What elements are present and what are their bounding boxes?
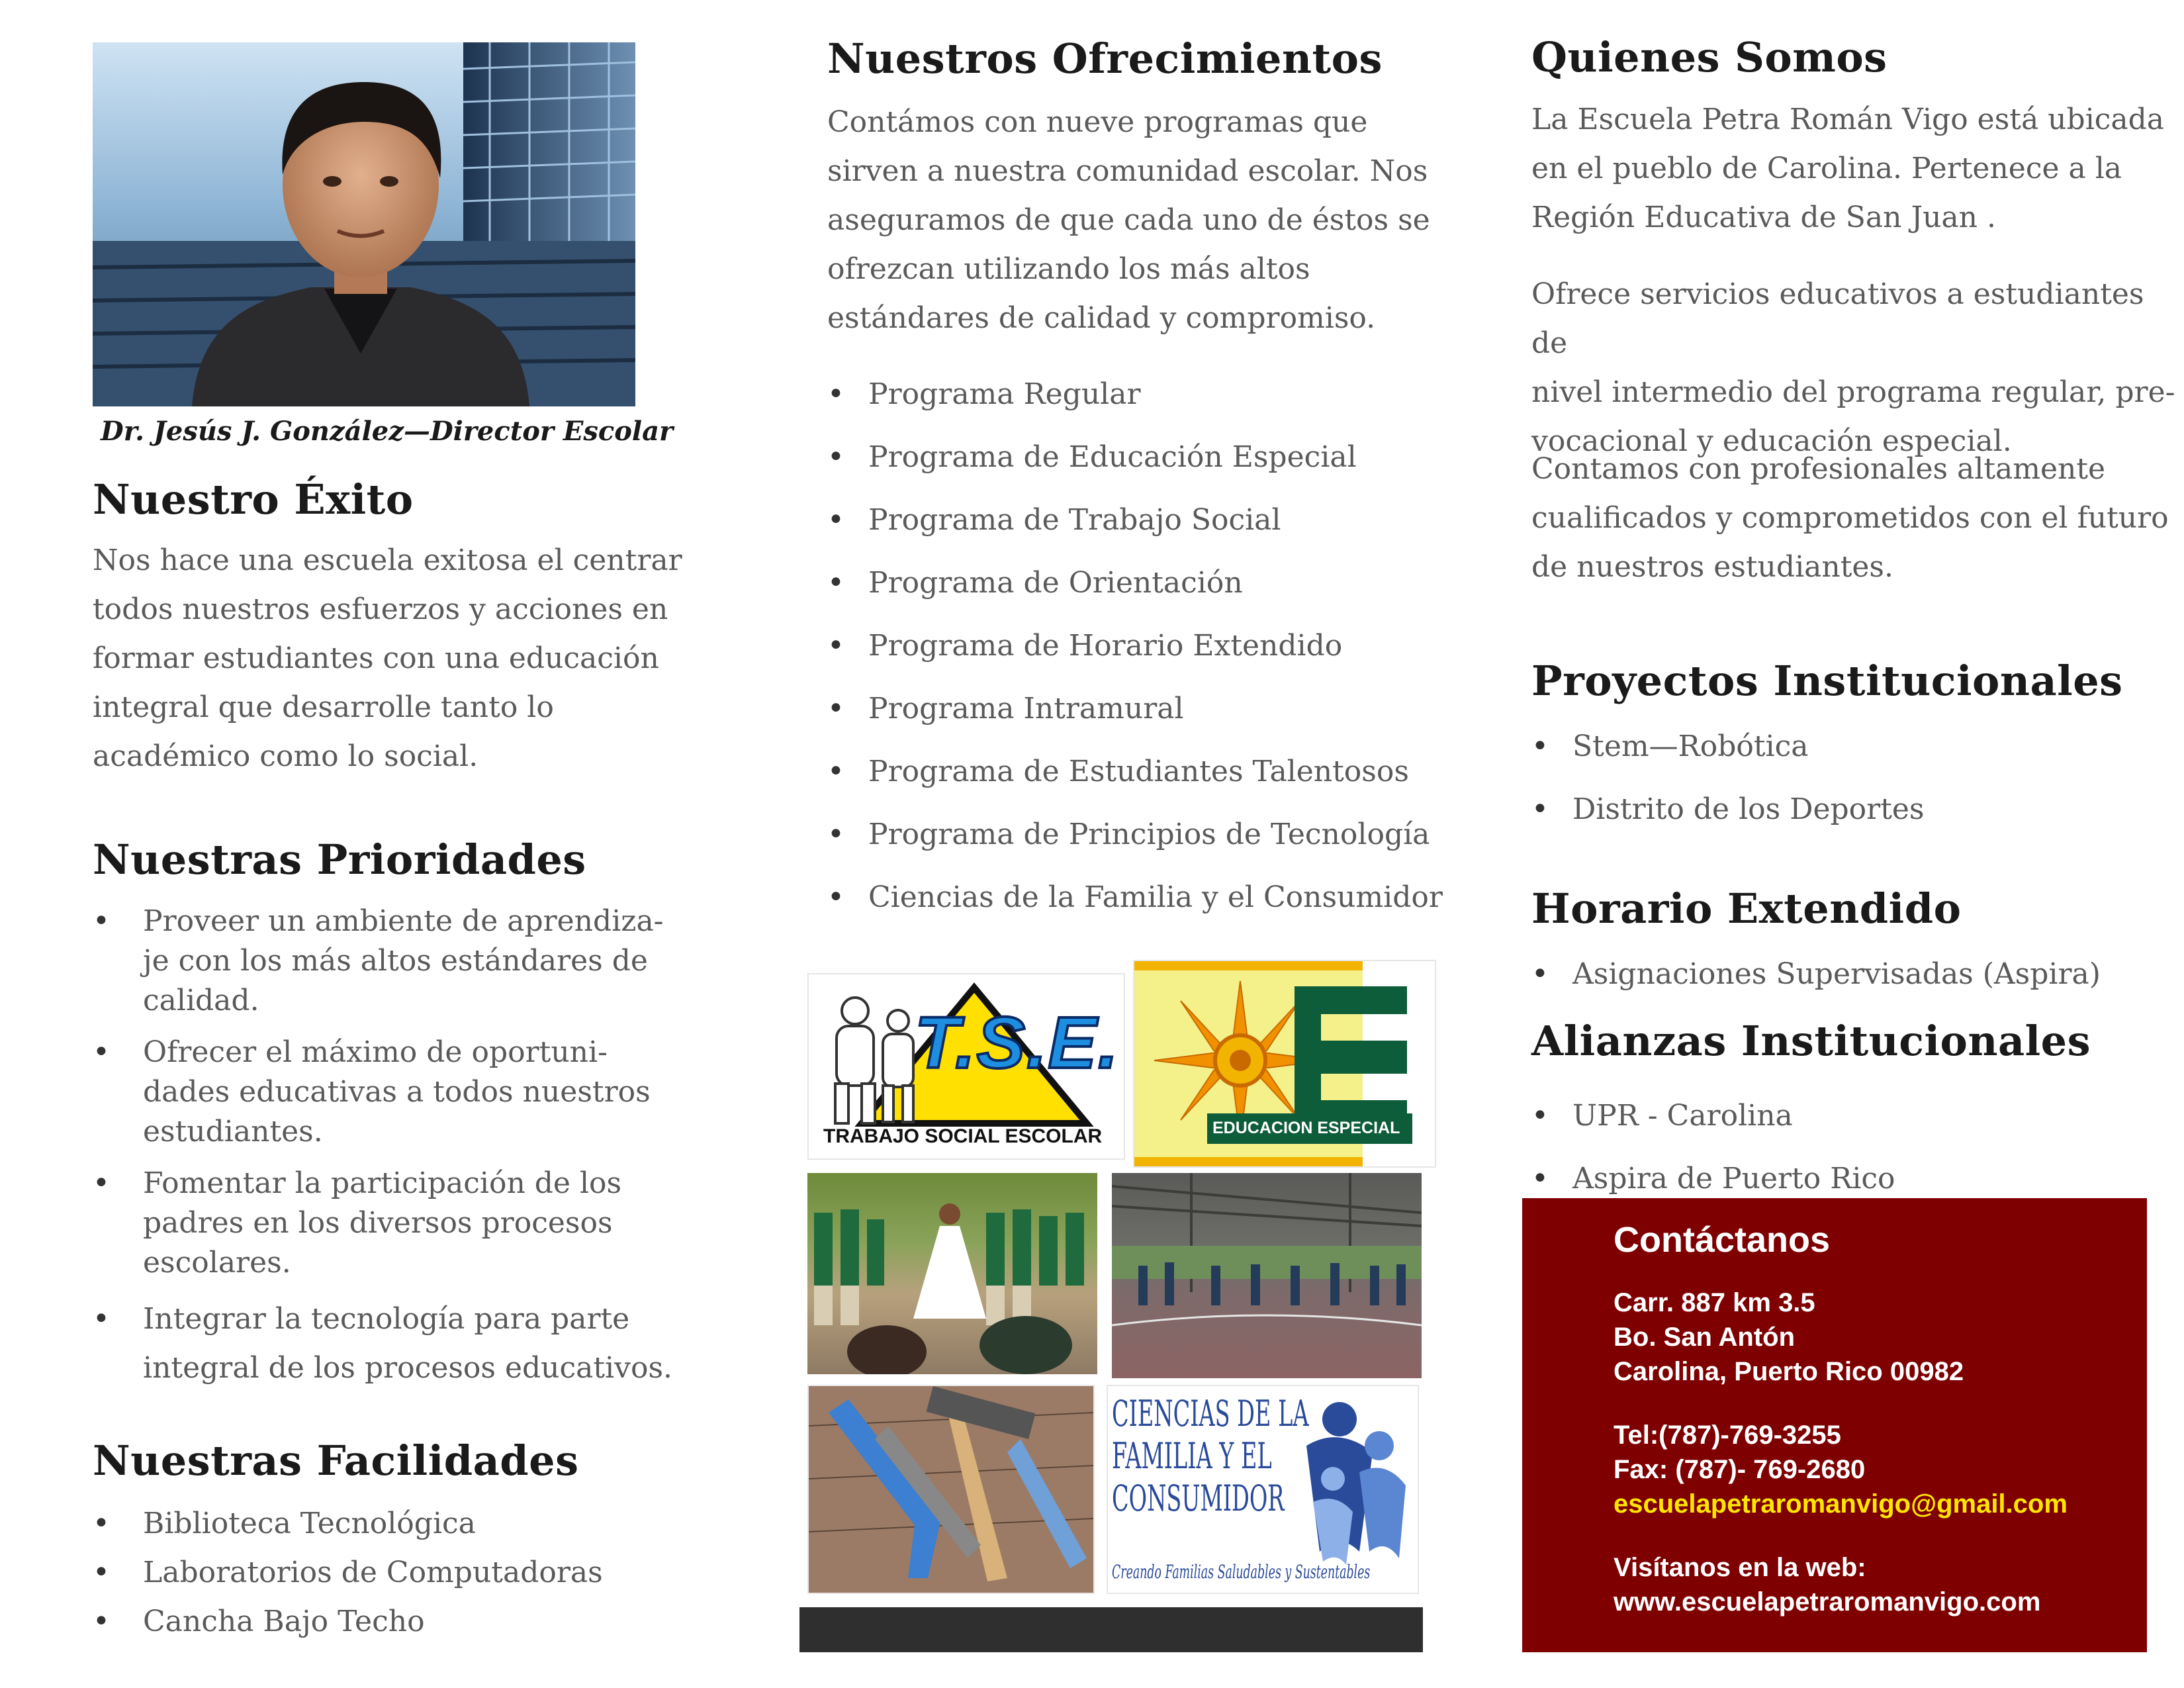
contact-address-line3: Carolina, Puerto Rico 00982 <box>1614 1357 1964 1386</box>
gallery-footer-bar <box>799 1607 1423 1652</box>
ofrecimientos-list <box>827 363 1443 929</box>
list-item: • Programa Intramural <box>827 677 1443 740</box>
educacion-especial-caption: EDUCACION ESPECIAL <box>1212 1119 1400 1137</box>
prioridades-title: Nuestras Prioridades <box>93 835 586 884</box>
facilidades-title: Nuestras Facilidades <box>93 1436 579 1485</box>
contact-box <box>1522 1198 2147 1652</box>
proyectos-title: Proyectos Institucionales <box>1531 657 2123 705</box>
educacion-especial-logo <box>1133 960 1436 1168</box>
list-item: • Proveer un ambiente de aprendiza- je con los más altos estándares de calidad. <box>93 902 675 1021</box>
list-item: • Programa de Orientación <box>827 551 1443 614</box>
list-item: • Programa de Educación Especial <box>827 426 1443 489</box>
students-activity-photo <box>807 1173 1097 1374</box>
contact-phone: Tel:(787)-769-3255 <box>1614 1421 1841 1450</box>
horario-title: Horario Extendido <box>1531 884 1962 933</box>
ciencias-familia-logo <box>1107 1385 1419 1594</box>
list-item: • Distrito de los Deportes <box>1531 778 1925 841</box>
quienes-p3: Contamos con profesionales altamente cualificados y comprometidos con el futuro de nuestros estudiantes. <box>1531 452 2169 584</box>
list-item: • Biblioteca Tecnológica <box>93 1499 603 1548</box>
basketball-court-photo <box>1112 1173 1422 1378</box>
exito-title: Nuestro Éxito <box>93 475 414 524</box>
ciencias-familia-title: CIENCIAS DE LA FAMILIA Y EL CONSUMIDOR <box>1112 1393 1309 1519</box>
list-item: • Ciencias de la Familia y el Consumidor <box>827 866 1443 929</box>
quienes-title: Quienes Somos <box>1531 33 1888 81</box>
list-item: • Ofrecer el máximo de oportuni- dades educativas a todos nuestros estudiantes. <box>93 1033 675 1152</box>
contact-fax: Fax: (787)- 769-2680 <box>1614 1455 1866 1484</box>
list-item: • Asignaciones Supervisadas (Aspira) <box>1531 943 2101 1006</box>
list-item: • Laboratorios de Computadoras <box>93 1548 603 1597</box>
proyectos-list <box>1531 715 1925 841</box>
tse-logo <box>807 973 1125 1160</box>
quienes-p1: La Escuela Petra Román Vigo está ubicada en el pueblo de Carolina. Pertenece a la Región Educativa de San Juan . <box>1531 103 2165 234</box>
alianzas-list <box>1531 1084 1895 1210</box>
contact-address-line2: Bo. San Antón <box>1614 1323 1796 1352</box>
contact-address-line1: Carr. 887 km 3.5 <box>1614 1288 1815 1317</box>
contact-web-label: Visítanos en la web: <box>1614 1553 1866 1582</box>
list-item: • Programa de Estudiantes Talentosos <box>827 740 1443 803</box>
list-item: • Cancha Bajo Techo <box>93 1597 603 1646</box>
exito-text: Nos hace una escuela exitosa el centrar todos nuestros esfuerzos y acciones en formar estudiantes con una educación integral que desarrolle tanto lo académico como lo social. <box>93 543 682 773</box>
contact-web-link[interactable]: www.escuelapetraromanvigo.com <box>1614 1587 2041 1617</box>
director-caption: Dr. Jesús J. González—Director Escolar <box>101 416 674 447</box>
list-item: • Integrar la tecnología para parte integral de los procesos educativos. <box>93 1295 675 1393</box>
list-item: • Stem—Robótica <box>1531 715 1925 778</box>
list-item: • Programa de Principios de Tecnología <box>827 803 1443 866</box>
horario-list <box>1531 943 2101 1006</box>
ofrecimientos-text: Contámos con nueve programas que sirven a nuestra comunidad escolar. Nos aseguramos de que cada uno de éstos se ofrezcan utilizando los más altos estándares de calidad y compromiso. <box>827 105 1430 335</box>
list-item: • Programa de Horario Extendido <box>827 614 1443 677</box>
list-item: • Fomentar la participación de los padres en los diversos procesos escolares. <box>93 1164 675 1283</box>
tools-photo <box>807 1385 1095 1594</box>
list-item: • Programa Regular <box>827 363 1443 426</box>
quienes-p2: Ofrece servicios educativos a estudiantes de nivel intermedio del programa regular, pre- vocacional y educación especial. <box>1531 277 2175 458</box>
director-photo <box>93 42 635 406</box>
ciencias-familia-tagline: Creando Familias Saludables y Sustentables <box>1112 1561 1371 1583</box>
list-item: • Programa de Trabajo Social <box>827 489 1443 551</box>
list-item: • UPR - Carolina <box>1531 1084 1895 1147</box>
tse-logo-text: T.S.E. <box>915 1002 1120 1084</box>
ofrecimientos-title: Nuestros Ofrecimientos <box>827 34 1383 83</box>
contact-email-link[interactable]: escuelapetraromanvigo@gmail.com <box>1614 1489 2068 1519</box>
prioridades-list <box>93 902 675 1405</box>
list-item: • Aspira de Puerto Rico <box>1531 1147 1895 1210</box>
facilidades-list <box>93 1499 603 1646</box>
tse-logo-caption: TRABAJO SOCIAL ESCOLAR <box>823 1125 1103 1147</box>
contact-title: Contáctanos <box>1614 1220 1831 1260</box>
alianzas-title: Alianzas Institucionales <box>1531 1017 2091 1065</box>
